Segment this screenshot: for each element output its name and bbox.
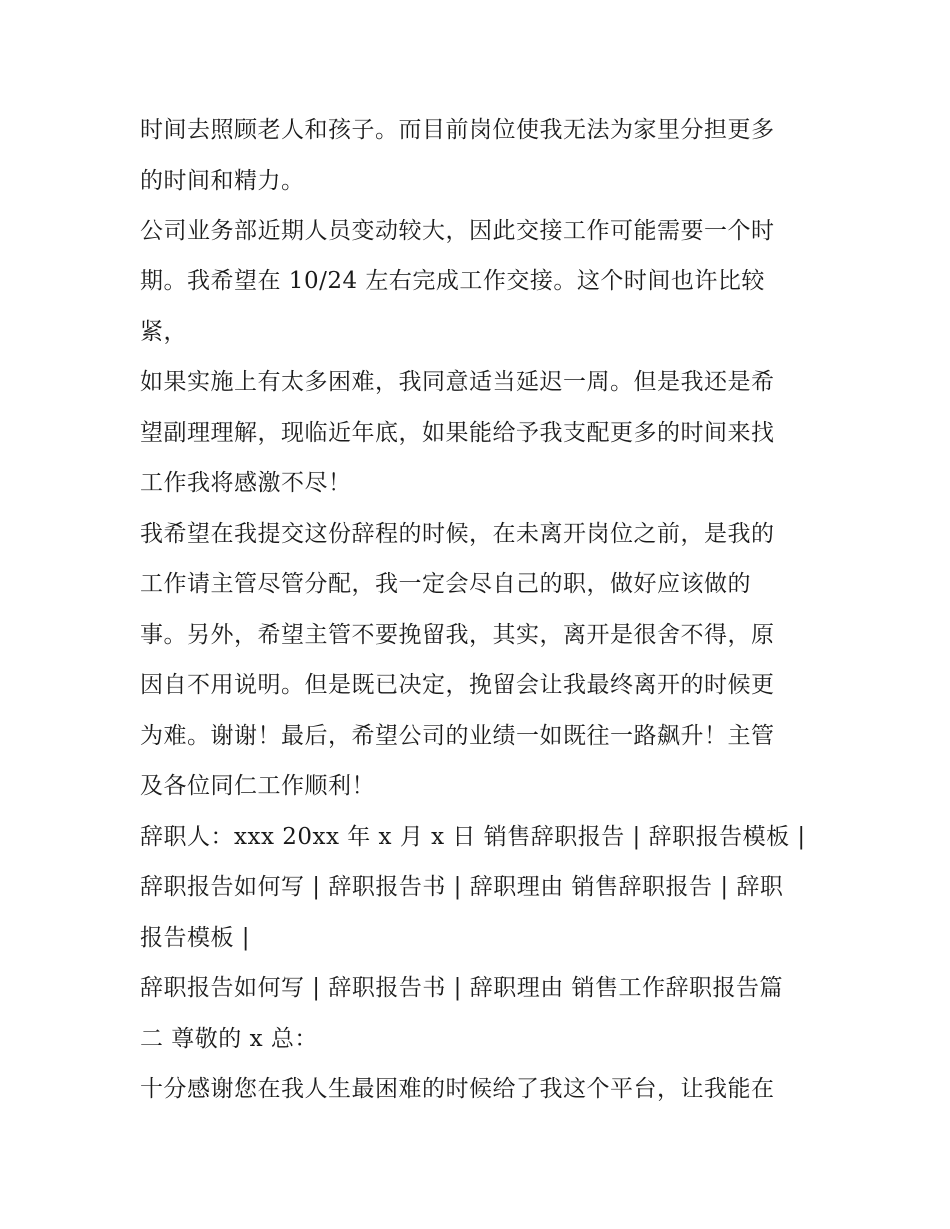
text-line: 的时间和精力。 (140, 168, 305, 194)
text-line: 期。我希望在 10/24 左右完成工作交接。这个时间也许比较 (140, 268, 765, 294)
text-line: 为难。谢谢！最后，希望公司的业绩一如既往一路飙升！主管 (140, 723, 775, 749)
text-line: 时间去照顾老人和孩子。而目前岗位使我无法为家里分担更多 (140, 117, 775, 143)
text-line: 公司业务部近期人员变动较大，因此交接工作可能需要一个时 (140, 218, 775, 244)
text-line: 望副理理解，现临近年底，如果能给予我支配更多的时间来找 (140, 420, 775, 446)
text-line: 十分感谢您在我人生最困难的时候给了我这个平台，让我能在 (140, 1076, 775, 1102)
text-line: 报告模板 | (140, 925, 251, 951)
text-line: 二 尊敬的 x 总： (140, 1026, 318, 1052)
text-line: 紧， (140, 319, 187, 345)
text-line: 因自不用说明。但是既已决定，挽留会让我最终离开的时候更 (140, 672, 775, 698)
text-line: 如果实施上有太多困难，我同意适当延迟一周。但是我还是希 (140, 369, 775, 395)
text-line: 我希望在我提交这份辞程的时候，在未离开岗位之前，是我的 (140, 521, 775, 547)
text-line: 辞职报告如何写 | 辞职报告书 | 辞职理由 销售工作辞职报告篇 (140, 975, 784, 1001)
text-line: 工作我将感激不尽！ (140, 470, 352, 496)
text-line: 辞职报告如何写 | 辞职报告书 | 辞职理由 销售辞职报告 | 辞职 (140, 874, 784, 900)
text-line: 工作请主管尽管分配，我一定会尽自己的职，做好应该做的 (140, 571, 751, 597)
text-line: 辞职人：xxx 20xx 年 x 月 x 日 销售辞职报告 | 辞职报告模板 | (140, 824, 806, 850)
text-line: 事。另外，希望主管不要挽留我，其实，离开是很舍不得，原 (140, 622, 775, 648)
text-line: 及各位同仁工作顺利！ (140, 773, 375, 799)
